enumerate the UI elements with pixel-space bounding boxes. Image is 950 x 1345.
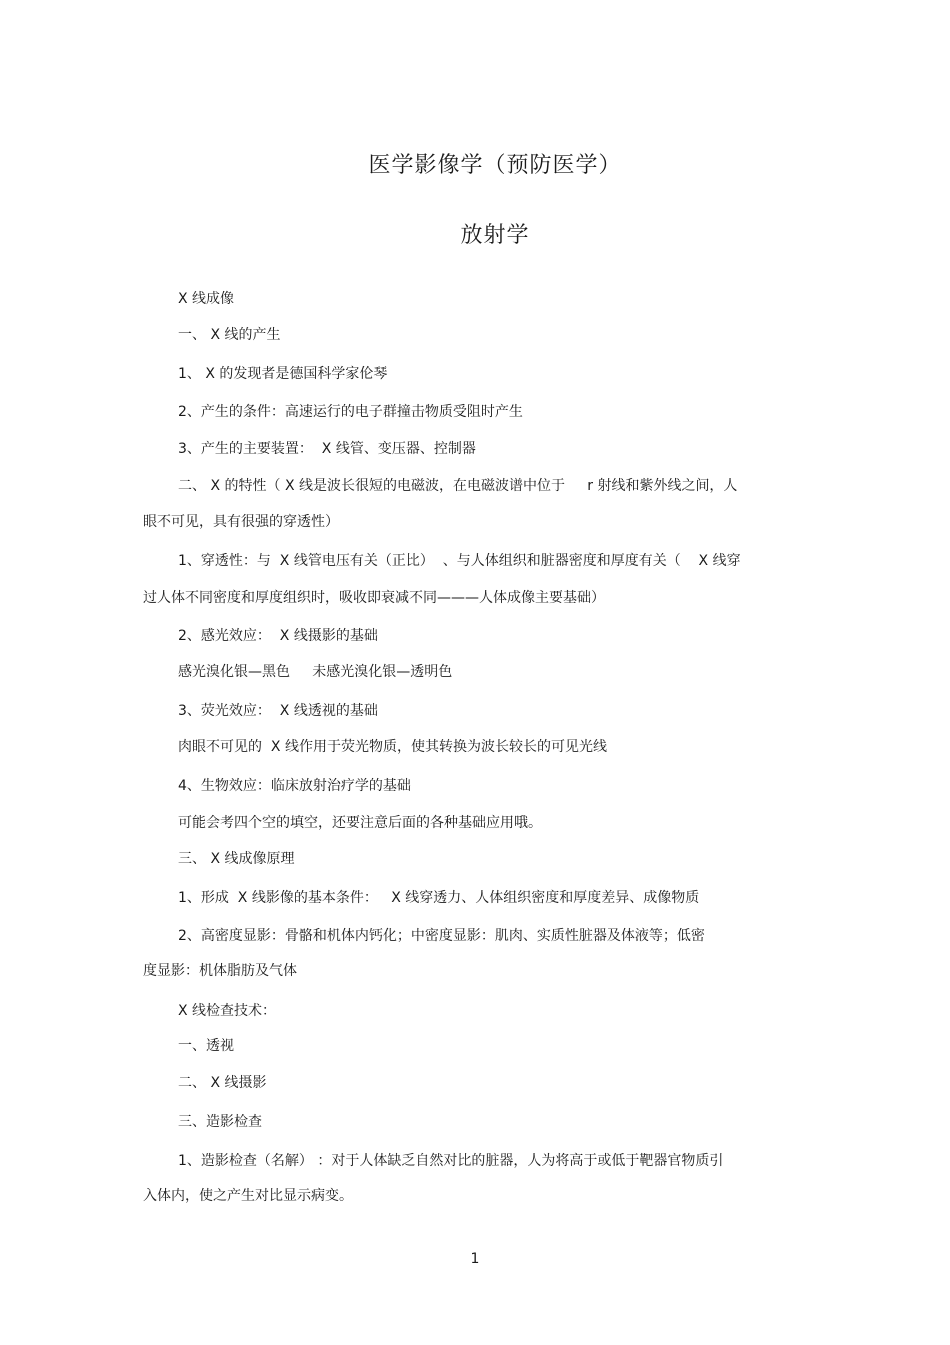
- page-number: 1: [470, 1251, 480, 1267]
- text-line: 1、形成 X 线影像的基本条件： X 线穿透力、人体组织密度和厚度差异、成像物质: [178, 890, 700, 906]
- section-heading: 一、透视: [178, 1038, 234, 1054]
- section-heading-xray-techniques: X 线检查技术：: [178, 1003, 277, 1019]
- text-line: 4、生物效应：临床放射治疗学的基础: [178, 778, 411, 794]
- section-heading: 二、 X 线摄影: [178, 1075, 267, 1091]
- text-line: 2、高密度显影：骨骼和机体内钙化；中密度显影：肌肉、实质性脏器及体液等；低密: [178, 928, 705, 944]
- text-line: 1、穿透性：与 X 线管电压有关（正比） 、与人体组织和脏器密度和厚度有关（ X 线穿: [178, 553, 741, 569]
- text-line: 3、产生的主要装置： X 线管、变压器、控制器: [178, 441, 476, 457]
- text-line: 1、造影检查（名解） ：对于人体缺乏自然对比的脏器，人为将高于或低于靶器官物质引: [178, 1153, 724, 1169]
- text-line: 3、荧光效应： X 线透视的基础: [178, 703, 378, 719]
- section-heading: 三、 X 线成像原理: [178, 851, 295, 867]
- text-line: 可能会考四个空的填空，还要注意后面的各种基础应用哦。: [178, 815, 542, 831]
- text-line: 感光溴化银—黑色 未感光溴化银—透明色: [178, 664, 453, 680]
- section-heading: 二、 X 的特性（ X 线是波长很短的电磁波，在电磁波谱中位于 r 射线和紫外线之间，人: [178, 478, 738, 494]
- section-heading: 一、 X 线的产生: [178, 327, 281, 343]
- document-title: 医学影像学（预防医学）: [368, 153, 622, 178]
- text-line: 2、感光效应： X 线摄影的基础: [178, 628, 378, 644]
- text-line: 入体内，使之产生对比显示病变。: [143, 1188, 353, 1204]
- section-heading-xray-imaging: X 线成像: [178, 291, 235, 307]
- text-line: 度显影：机体脂肪及气体: [143, 963, 297, 979]
- text-line: 2、产生的条件：高速运行的电子群撞击物质受阻时产生: [178, 404, 523, 420]
- text-line: 1、 X 的发现者是德国科学家伦琴: [178, 366, 388, 382]
- text-line: 过人体不同密度和厚度组织时，吸收即衰减不同———人体成像主要基础）: [143, 590, 605, 606]
- section-heading: 三、造影检查: [178, 1114, 262, 1130]
- text-line: 肉眼不可见的 X 线作用于荧光物质，使其转换为波长较长的可见光线: [178, 739, 607, 755]
- text-line: 眼不可见，具有很强的穿透性）: [143, 514, 339, 530]
- document-subtitle: 放射学: [460, 223, 530, 248]
